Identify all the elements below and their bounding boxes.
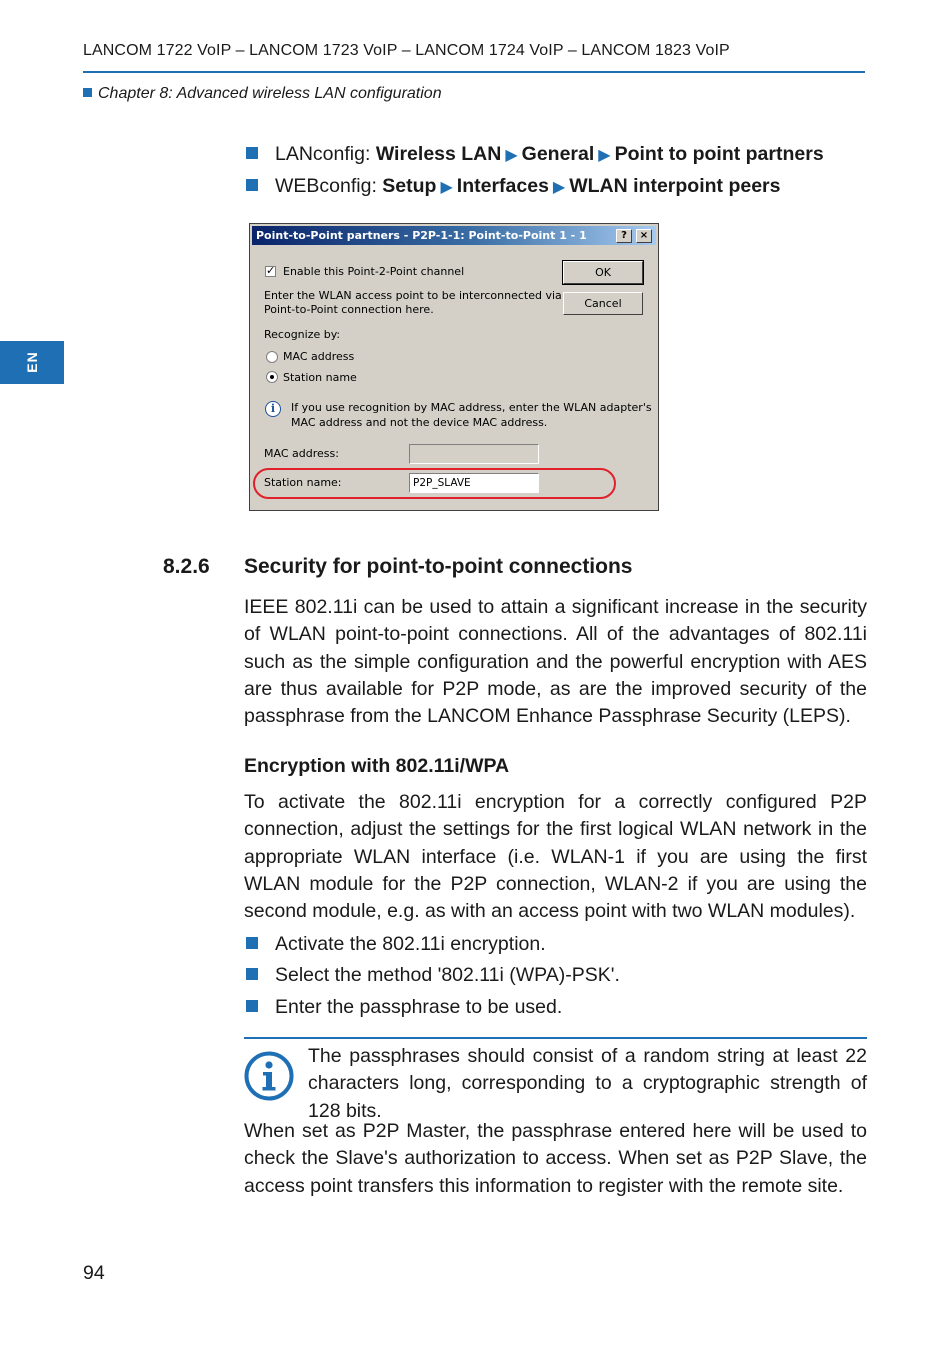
triangle-right-icon: ▶: [440, 179, 453, 196]
list-item-text: Activate the 802.11i encryption.: [275, 933, 546, 955]
triangle-right-icon: ▶: [505, 147, 518, 164]
triangle-right-icon: ▶: [552, 179, 566, 196]
paragraph-activation: To activate the 802.11i encryption for a correctly configured P2P connection, adjust the settings for the first logical WLAN network in the appropriate WLAN interface (i.e. WLAN-1 if you are using the first WLAN module for the P2P connection, WLAN-2 if you are using the second module, e.g. as with an access point with two WLAN modules).: [244, 791, 867, 923]
square-bullet-icon: [83, 88, 92, 97]
path-prefix: LANconfig:: [275, 143, 376, 165]
dialog-titlebar: [252, 226, 656, 245]
radio-station-name[interactable]: [266, 371, 278, 383]
path-step: Interfaces: [456, 175, 549, 197]
chapter-heading: [83, 85, 442, 103]
p2p-partners-dialog: [249, 223, 659, 511]
station-name-label: Station name:: [264, 476, 342, 489]
list-item: [246, 996, 562, 1019]
cancel-button[interactable]: Cancel: [563, 292, 643, 315]
ok-button[interactable]: OK: [563, 261, 643, 284]
section-title: Security for point-to-point connections: [244, 555, 633, 578]
radio-mac-label: MAC address: [283, 350, 355, 363]
triangle-right-icon: ▶: [598, 147, 611, 164]
paragraph-intro: IEEE 802.11i can be used to attain a significant increase in the security of WLAN point-to-point connections. All of the advantages of 802.11i such as the simple configuration and the powerful encryption with AES are thus available for P2P mode, as are the improved security of the passphrase from the LANCOM Enhance Passphrase Security (LEPS).: [244, 596, 867, 728]
path-step: WLAN interpoint peers: [569, 175, 781, 197]
enable-label: Enable this Point-2-Point channel: [283, 265, 465, 278]
path-step: Wireless LAN: [375, 143, 502, 165]
language-tab: [0, 341, 64, 384]
path-step: Point to point partners: [614, 143, 824, 165]
header-rule: [83, 71, 865, 73]
radio-mac-address[interactable]: [266, 351, 278, 363]
path-step: Setup: [382, 175, 437, 197]
section-number: 8.2.6: [163, 555, 210, 578]
square-bullet-icon: [246, 937, 258, 949]
info-icon: i: [265, 401, 281, 417]
square-bullet-icon: [246, 179, 258, 191]
list-item: [246, 933, 546, 956]
language-tab-label: EN: [24, 351, 40, 373]
running-header: LANCOM 1722 VoIP – LANCOM 1723 VoIP – LANCOM 1724 VoIP – LANCOM 1823 VoIP: [83, 42, 730, 59]
webconfig-path: [246, 175, 781, 198]
path-prefix: WEBconfig:: [275, 175, 383, 197]
mac-address-field[interactable]: [409, 444, 539, 464]
intro-text-line2: Point-to-Point connection here.: [264, 303, 434, 316]
note-rule: [244, 1037, 867, 1039]
square-bullet-icon: [246, 968, 258, 980]
info-icon: [244, 1051, 294, 1101]
info-text-line1: If you use recognition by MAC address, enter the WLAN adapter's: [291, 401, 652, 414]
lanconfig-path: [246, 143, 824, 166]
chapter-title: Chapter 8: Advanced wireless LAN configuration: [98, 85, 442, 102]
subheading: Encryption with 802.11i/WPA: [244, 755, 510, 777]
note-text: The passphrases should consist of a random string at least 22 characters long, corresponding to a cryptographic strength of 128 bits.: [308, 1045, 867, 1122]
square-bullet-icon: [246, 147, 258, 159]
highlight-ellipse: [253, 468, 616, 499]
station-name-field[interactable]: P2P_SLAVE: [409, 473, 539, 493]
help-button[interactable]: ?: [616, 229, 632, 243]
intro-text-line1: Enter the WLAN access point to be interconnected via: [264, 289, 562, 302]
path-step: General: [521, 143, 595, 165]
recognize-label: Recognize by:: [264, 328, 341, 341]
close-button[interactable]: ×: [636, 229, 652, 243]
mac-address-label: MAC address:: [264, 447, 339, 460]
list-item-text: Select the method '802.11i (WPA)-PSK'.: [275, 964, 620, 986]
info-text-line2: MAC address and not the device MAC address.: [291, 416, 548, 429]
list-item: [246, 964, 620, 987]
list-item-text: Enter the passphrase to be used.: [275, 996, 563, 1018]
square-bullet-icon: [246, 1000, 258, 1012]
radio-station-label: Station name: [283, 371, 357, 384]
dialog-title: Point-to-Point partners - P2P-1-1: Point-to-Point 1 - 1: [256, 229, 587, 242]
enable-checkbox[interactable]: [265, 266, 276, 277]
paragraph-master-slave: When set as P2P Master, the passphrase entered here will be used to check the Slave's authorization to access. When set as P2P Slave, the access point transfers this information to register with the remote site.: [244, 1120, 867, 1197]
page-number: 94: [83, 1262, 105, 1284]
